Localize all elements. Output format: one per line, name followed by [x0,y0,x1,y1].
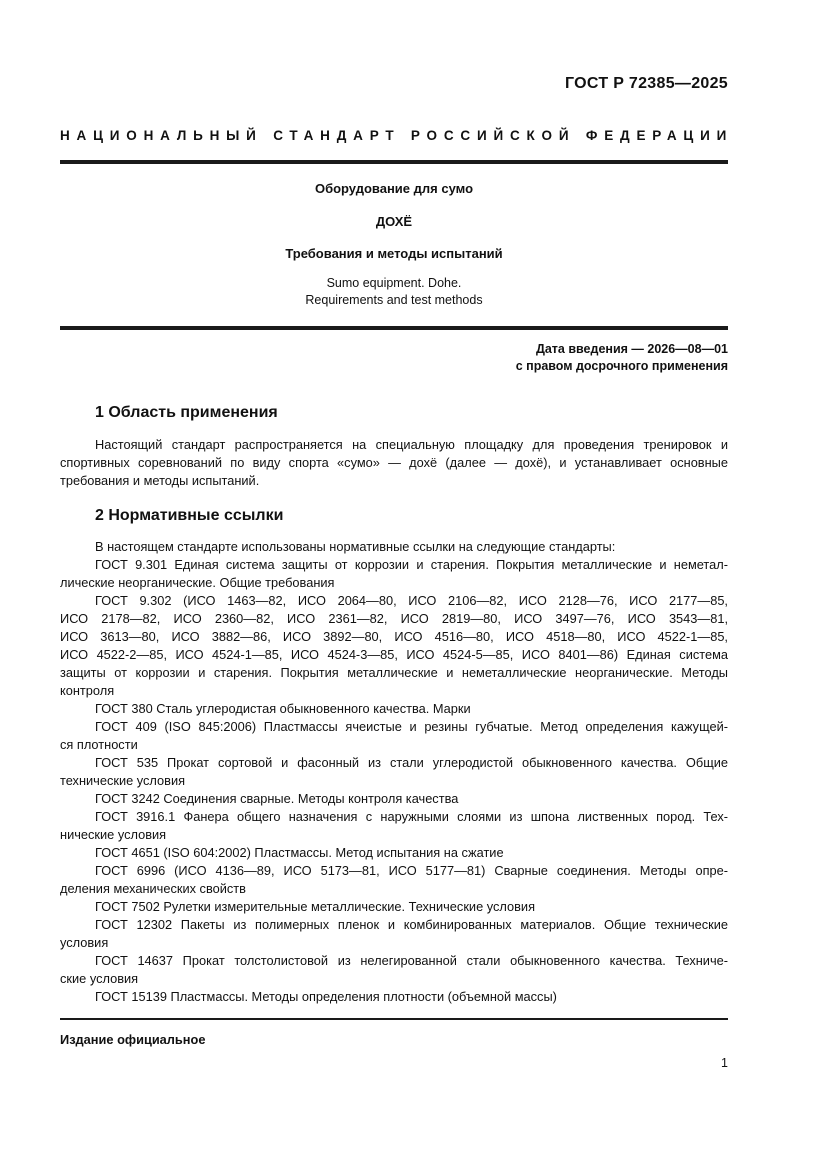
section-2-line: ские условия [60,971,139,986]
section-2-line: ГОСТ 3242 Соединения сварные. Методы контроля качества [95,791,459,806]
section-2-line: ГОСТ 409 (ISO 845:2006) Пластмассы ячеистые и резины губчатые. Метод определения кажущей- [95,719,728,734]
title-divider [60,326,728,330]
section-2-line: ГОСТ 9.301 Единая система защиты от коррозии и старения. Покрытия металлические и неметал- [95,557,728,572]
section-1-line: спортивных соревнований по виду спорта «сумо» — дохё (далее — дохё), и устанавливает основные [60,455,728,470]
section-1-heading: 1 Область применения [95,404,278,421]
early-application-note: с правом досрочного применения [515,359,728,373]
title-line-requirements: Требования и методы испытаний [285,246,503,261]
section-1-line: требования и методы испытаний. [60,473,260,488]
section-1-body [60,436,728,490]
section-2-line: ГОСТ 535 Прокат сортовой и фасонный из стали углеродистой обыкновенного качества. Общие [95,755,728,770]
english-title-line-2: Requirements and test methods [305,293,483,307]
section-2-line: ИСО 3613—80, ИСО 3882—86, ИСО 3892—80, ИСО 4516—80, ИСО 4518—80, ИСО 4522-1—85, [60,629,728,644]
title-line-equipment: Оборудование для сумо [314,181,474,196]
section-2-line: защиты от коррозии и старения. Покрытия металлические и неметаллические неорганические. Методы [60,665,728,680]
section-2-line: В настоящем стандарте использованы нормативные ссылки на следующие стандарты: [95,539,616,554]
introduction-date: Дата введения — 2026—08—01 [535,342,728,356]
english-title-line-1: Sumo equipment. Dohe. [326,276,462,290]
section-2-line: ГОСТ 7502 Рулетки измерительные металлические. Технические условия [95,899,535,914]
header-divider [60,160,728,164]
page-number: 1 [721,1056,728,1070]
section-1-line: Настоящий стандарт распространяется на специальную площадку для проведения тренировок и [95,437,728,452]
section-2-line: условия [60,935,109,950]
section-2-line: ся плотности [60,737,138,752]
national-standard-title: НАЦИОНАЛЬНЫЙ СТАНДАРТ РОССИЙСКОЙ ФЕДЕРАЦИИ [60,128,734,143]
section-2-line: ИСО 2178—82, ИСО 2360—82, ИСО 2361—82, ИСО 2819—80, ИСО 3497—76, ИСО 3543—81, [60,611,728,626]
section-2-line: ГОСТ 15139 Пластмассы. Методы определения плотности (объемной массы) [95,989,557,1004]
section-2-line: ГОСТ 14637 Прокат толстолистовой из нелегированной стали обыкновенного качества. Техниче- [95,953,728,968]
english-title [60,275,728,309]
official-edition-label: Издание официальное [60,1032,206,1047]
section-2-line: ГОСТ 4651 (ISO 604:2002) Пластмассы. Метод испытания на сжатие [95,845,504,860]
section-2-line: ГОСТ 380 Сталь углеродистая обыкновенного качества. Марки [95,701,471,716]
section-2-line: нические условия [60,827,167,842]
title-line-dohe: ДОХЁ [375,214,413,229]
section-2-line: ГОСТ 6996 (ИСО 4136—89, ИСО 5173—81, ИСО 5177—81) Сварные соединения. Методы опре- [95,863,728,878]
section-2-line: контроля [60,683,115,698]
section-2-line: ГОСТ 3916.1 Фанера общего назначения с наружными слоями из шпона лиственных пород. Тех- [95,809,728,824]
section-2-line: ИСО 4522-2—85, ИСО 4524-1—85, ИСО 4524-3—85, ИСО 4524-5—85, ИСО 8401—86) Единая система [60,647,728,662]
section-2-line: деления механических свойств [60,881,246,896]
footer-divider [60,1018,728,1020]
section-2-heading: 2 Нормативные ссылки [95,507,284,524]
introduction-date-block [516,341,728,375]
section-2-line: технические условия [60,773,186,788]
section-2-line: ГОСТ 9.302 (ИСО 1463—82, ИСО 2064—80, ИСО 2106—82, ИСО 2128—76, ИСО 2177—85, [95,593,728,608]
section-2-line: ГОСТ 12302 Пакеты из полимерных пленок и комбинированных материалов. Общие технические [95,917,728,932]
section-2-body [60,538,728,1006]
section-2-line: лические неорганические. Общие требования [60,575,335,590]
document-number: ГОСТ Р 72385—2025 [565,75,728,92]
